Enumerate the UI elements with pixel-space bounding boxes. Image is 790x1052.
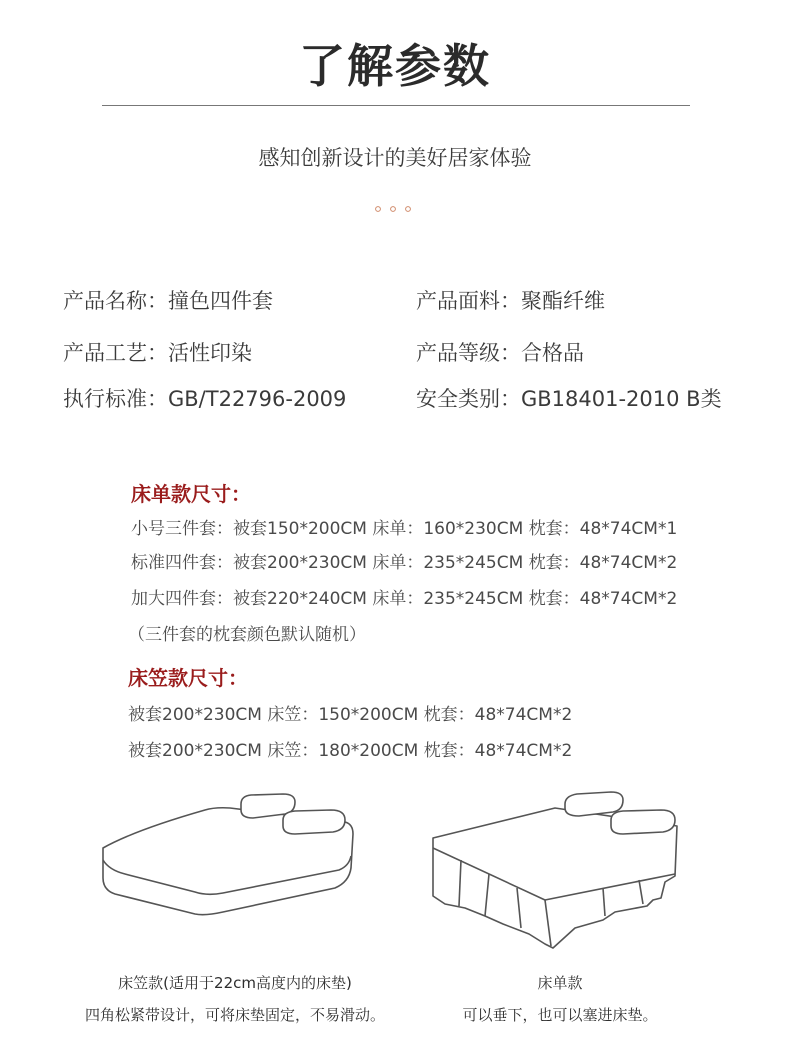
spec-label: 安全类别：: [416, 387, 521, 411]
fitted-sheet-heading: 床笠款尺寸：: [128, 666, 248, 690]
size-line: 标准四件套：被套200*230CM 床单：235*245CM 枕套：48*74CM*2: [131, 553, 678, 573]
decorative-dots: [372, 203, 420, 215]
size-note: （三件套的枕套颜色默认随机）: [128, 625, 366, 645]
size-line: 加大四件套：被套220*240CM 床单：235*245CM 枕套：48*74CM*2: [131, 589, 678, 609]
spec-standard: [63, 383, 346, 413]
flat-sheet-heading: 床单款尺寸：: [131, 482, 251, 506]
spec-value: 撞色四件套: [168, 289, 273, 313]
flat-sheet-bed-illustration: [425, 788, 690, 953]
spec-label: 产品名称：: [63, 289, 168, 313]
spec-value: 聚酯纤维: [521, 289, 605, 313]
spec-name: [63, 285, 273, 315]
size-line: 被套200*230CM 床笠：150*200CM 枕套：48*74CM*2: [128, 705, 573, 725]
spec-craft: [63, 337, 252, 367]
spec-value: 合格品: [521, 341, 584, 365]
fitted-caption-title: 床笠款(适用于22cm高度内的床垫): [118, 974, 352, 992]
title-divider: [102, 105, 690, 106]
fitted-sheet-bed-illustration: [95, 790, 365, 940]
spec-value: 活性印染: [168, 341, 252, 365]
spec-label: 执行标准：: [63, 387, 168, 411]
flat-caption-title: 床单款: [537, 974, 583, 992]
spec-label: 产品工艺：: [63, 341, 168, 365]
page-title: 了解参数: [299, 39, 491, 93]
spec-safety: [416, 383, 722, 413]
spec-value: GB18401-2010 B类: [521, 387, 722, 411]
spec-label: 产品面料：: [416, 289, 521, 313]
spec-value: GB/T22796-2009: [168, 387, 347, 411]
spec-label: 产品等级：: [416, 341, 521, 365]
flat-caption-desc: 可以垂下，也可以塞进床垫。: [462, 1006, 658, 1024]
spec-grade: [416, 337, 584, 367]
size-line: 小号三件套：被套150*200CM 床单：160*230CM 枕套：48*74CM*1: [131, 519, 678, 539]
spec-fabric: [416, 285, 605, 315]
size-line: 被套200*230CM 床笠：180*200CM 枕套：48*74CM*2: [128, 741, 573, 761]
fitted-caption-desc: 四角松紧带设计，可将床垫固定，不易滑动。: [84, 1006, 385, 1024]
page-subtitle: 感知创新设计的美好居家体验: [258, 146, 532, 170]
